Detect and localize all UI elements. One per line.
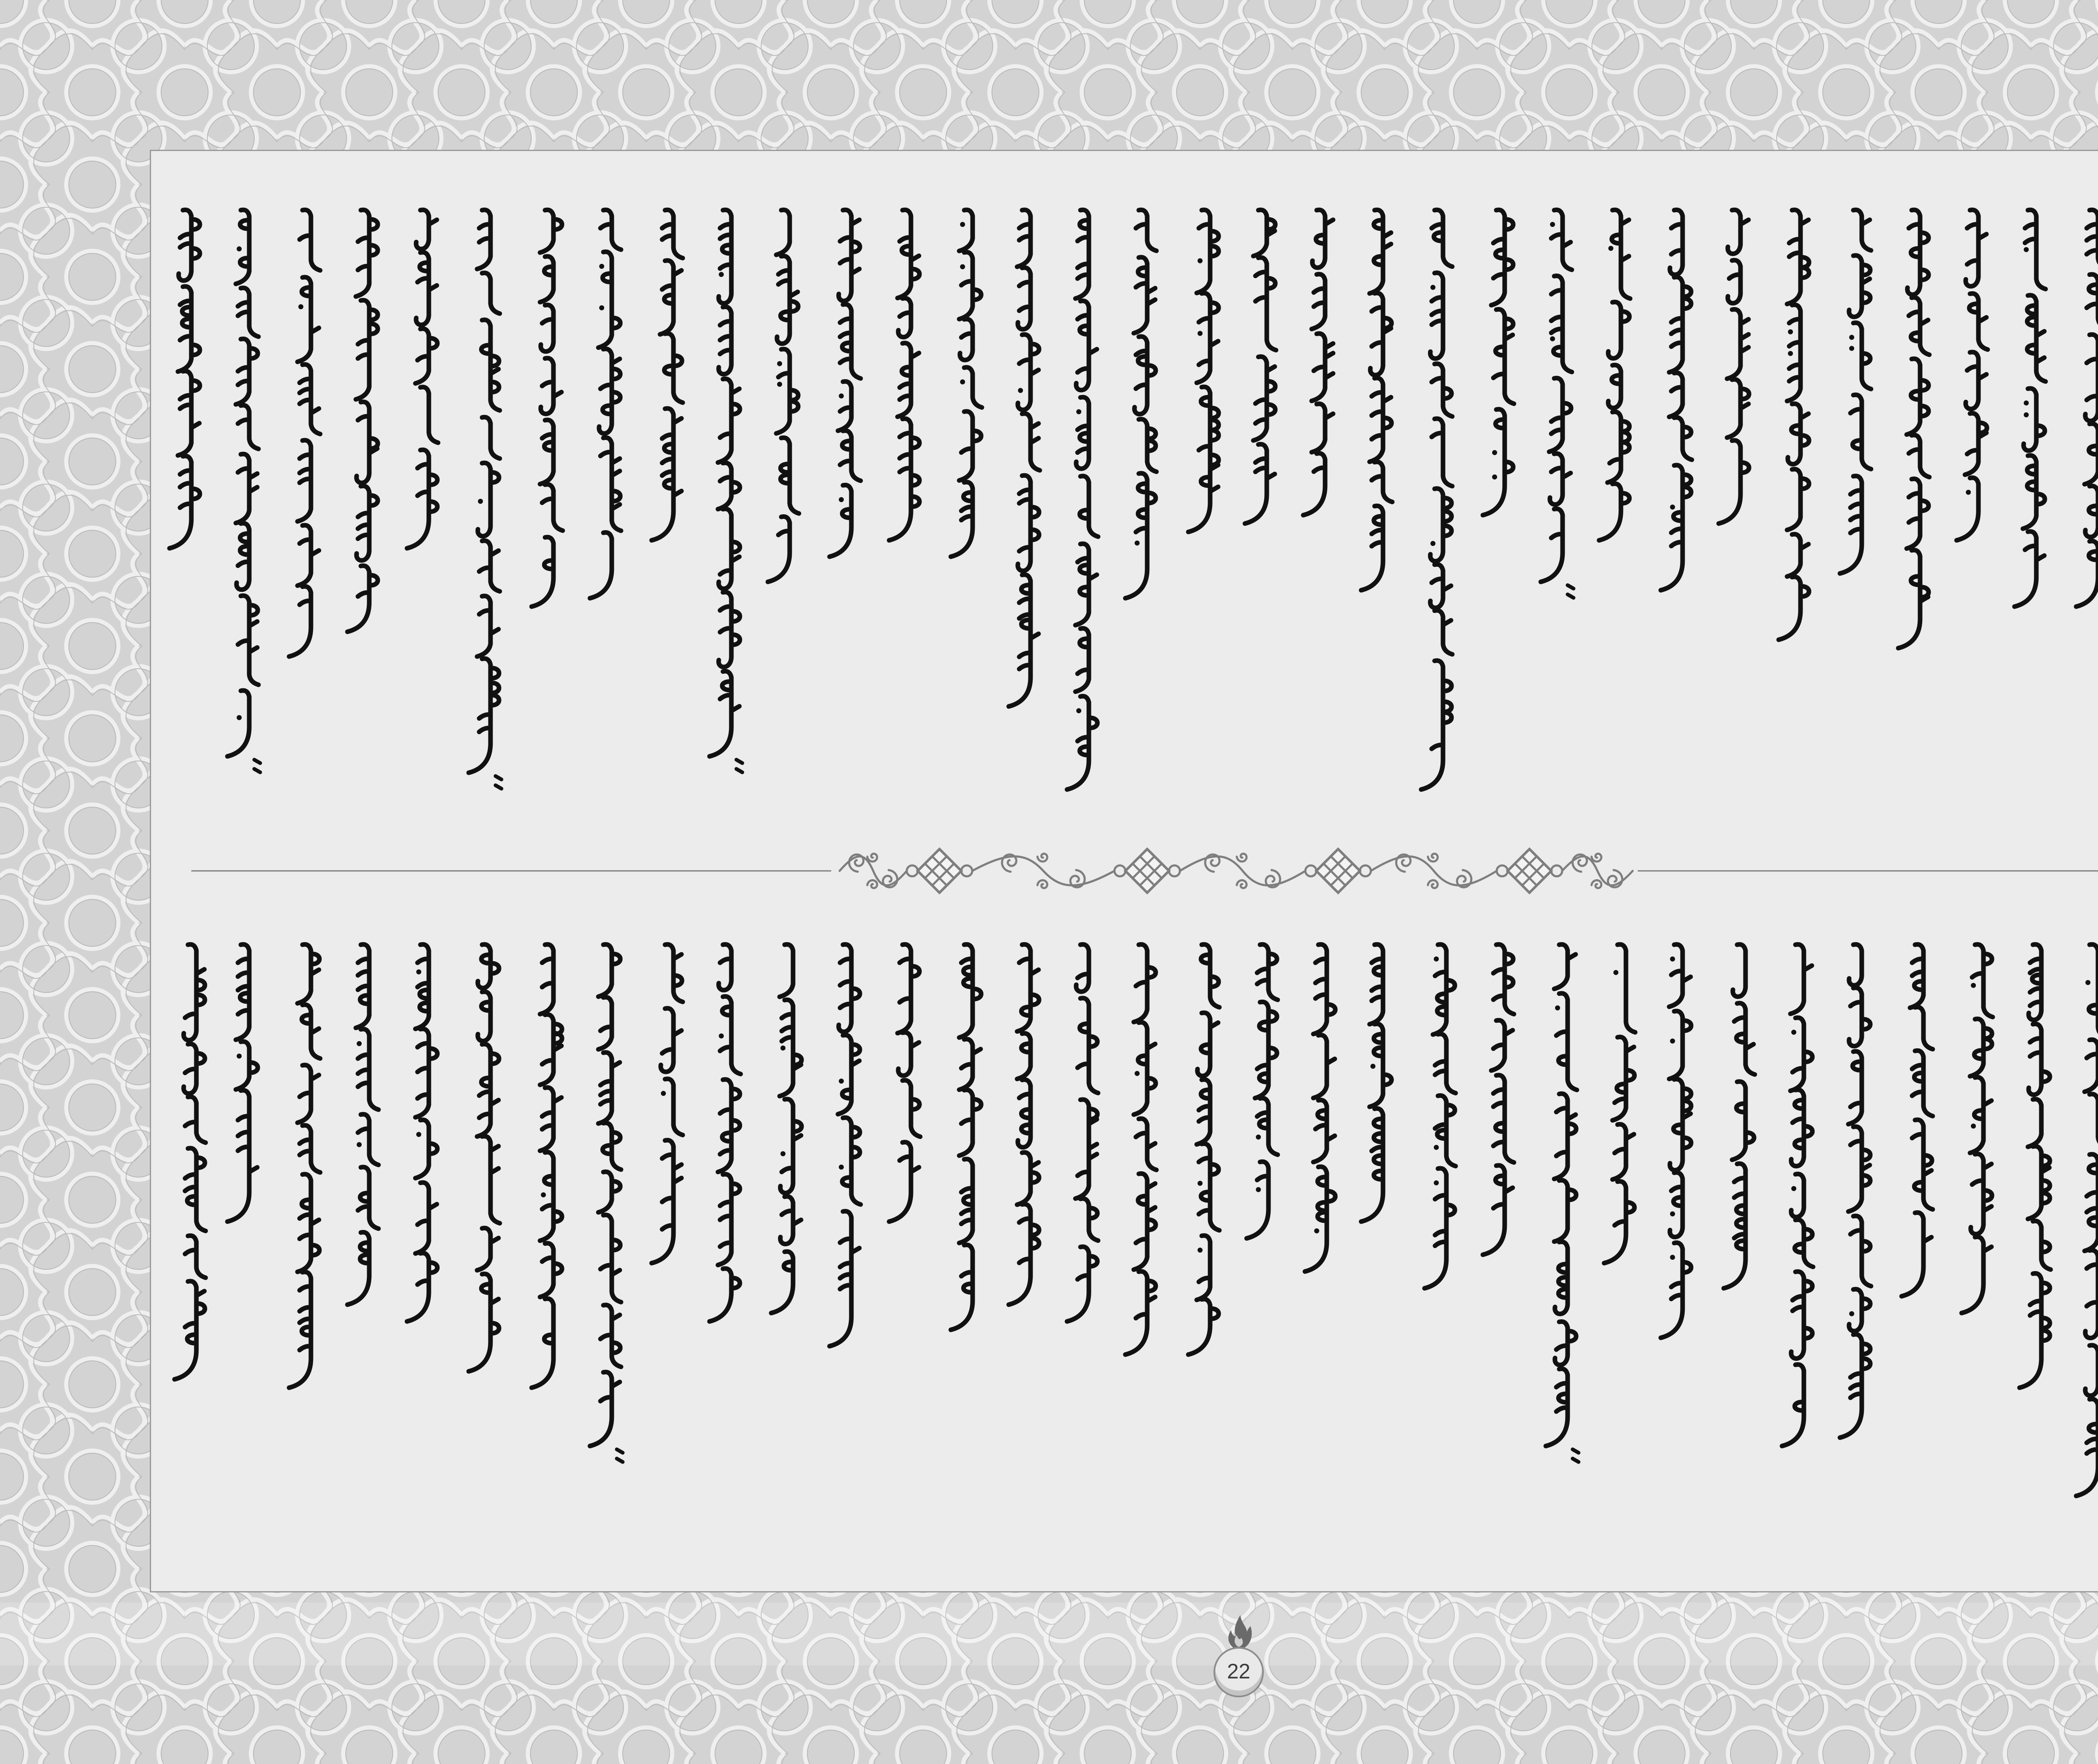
page-panel bbox=[150, 150, 2098, 1592]
page-number-badge bbox=[1213, 1647, 1264, 1697]
flame-icon bbox=[1222, 1613, 1255, 1651]
page-number: 22 bbox=[1227, 1660, 1250, 1683]
